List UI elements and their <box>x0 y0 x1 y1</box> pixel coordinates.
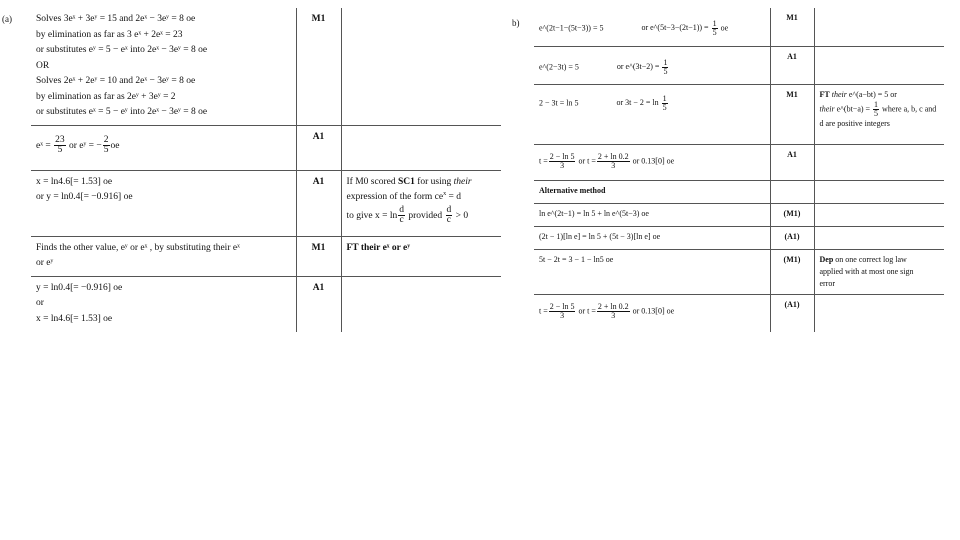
guidance-line: their e^(bt−a) = $\frac{1}{5}$ where a, b, c and <box>819 99 937 118</box>
table-row <box>534 84 944 144</box>
solution-cell <box>31 8 296 125</box>
solution-line: x = ln4.6[= 1.53] oe <box>36 313 113 324</box>
solution-expression: eˣ = $\frac{23}{5}$ or eʸ = − $\frac{2}{5}$ oe <box>36 134 120 155</box>
solution-line: (2t − 1)[ln e] = ln 5 + (5t − 3)[ln e] oe <box>539 231 661 241</box>
guidance-cell <box>341 276 501 332</box>
table-row <box>534 144 944 180</box>
mark-cell: A1 <box>296 125 341 170</box>
solution-line: or eʸ <box>36 258 54 268</box>
table-row <box>534 46 944 84</box>
part-b-mark-scheme-table <box>534 8 944 332</box>
solution-line: y = ln0.4[= −0.916] oe <box>36 282 123 293</box>
table-row <box>534 203 944 226</box>
solution-cell <box>534 294 770 332</box>
table-row <box>31 236 501 276</box>
solution-cell <box>534 203 770 226</box>
guidance-cell <box>814 294 944 332</box>
solution-line: by elimination as far as 2eʸ + 3eʸ = 2 <box>36 91 176 102</box>
guidance-line: expression of the form $ce^x = d$ <box>346 190 461 202</box>
guidance-line: If M0 scored SC1 for using their <box>346 176 472 187</box>
solution-line: e^(2t−1−(5t−3)) = 5 or e^(5t−3−(2t−1)) = $\frac{1}{5}$ oe <box>539 19 729 37</box>
table-row <box>534 294 944 332</box>
table-row <box>31 170 501 236</box>
solution-cell <box>534 84 770 144</box>
solution-line: OR <box>36 60 50 71</box>
solution-cell <box>534 226 770 249</box>
table-row <box>31 8 501 125</box>
guidance-line: applied with at most one sign <box>819 266 914 276</box>
guidance-cell <box>341 8 501 125</box>
solution-line: by elimination as far as 3 eˣ + 2eˣ = 23 <box>36 29 183 40</box>
mark-cell: (M1) <box>770 249 814 294</box>
solution-line: t = $\frac{2 - \ln 5}{3}$ or t = $\frac{2 + \ln 0.2}{3}$ or 0.13[0] oe <box>539 301 675 320</box>
guidance-cell <box>814 226 944 249</box>
solution-cell <box>31 236 296 276</box>
table-row <box>31 276 501 332</box>
solution-cell <box>534 249 770 294</box>
mark-cell: (A1) <box>770 226 814 249</box>
guidance-cell <box>341 125 501 170</box>
guidance-cell <box>814 180 944 203</box>
solution-line: or substitutes eʸ = 5 − eˣ into 2eˣ − 3eʸ = 8 oe <box>36 45 208 55</box>
solution-cell <box>31 125 296 170</box>
solution-cell <box>31 276 296 332</box>
solution-line: e^(2−3t) = 5 or e^(3t−2) = $\frac{1}{5}$ <box>539 57 668 76</box>
guidance-cell <box>814 203 944 226</box>
guidance-cell <box>814 46 944 84</box>
table-row <box>31 125 501 170</box>
section-heading: Alternative method <box>534 180 770 203</box>
mark-cell: M1 <box>770 8 814 46</box>
mark-cell: (M1) <box>770 203 814 226</box>
solution-cell <box>534 46 770 84</box>
guidance-cell <box>814 144 944 180</box>
table-row <box>534 180 944 203</box>
solution-line: ln e^(2t−1) = ln 5 + ln e^(5t−3) oe <box>539 208 649 218</box>
mark-cell: A1 <box>770 46 814 84</box>
mark-cell: M1 <box>296 8 341 125</box>
solution-line: Solves 2eˣ + 2eʸ = 10 and 2eˣ − 3eʸ = 8 oe <box>36 76 196 86</box>
solution-line: 2 − 3t = ln 5 or 3t − 2 = ln $\frac{1}{5}$ <box>539 93 667 112</box>
guidance-cell: FT their eˣ or eʸ <box>341 236 501 276</box>
solution-line: Finds the other value, eʸ or eˣ , by substituting their eˣ <box>36 242 240 253</box>
mark-cell: A1 <box>296 276 341 332</box>
part-a-mark-scheme-table <box>31 8 501 332</box>
solution-cell <box>31 170 296 236</box>
solution-line: or y = ln0.4[= −0.916] oe <box>36 192 133 202</box>
guidance-cell <box>341 170 501 236</box>
solution-line: or substitutes eˣ = 5 − eʸ into 2eˣ − 3eʸ = 8 oe <box>36 107 208 117</box>
guidance-cell <box>814 84 944 144</box>
solution-cell <box>534 144 770 180</box>
solution-line: t = $\frac{2 - \ln 5}{3}$ or t = $\frac{2 + \ln 0.2}{3}$ or 0.13[0] oe <box>539 151 675 170</box>
solution-cell <box>534 8 770 46</box>
guidance-cell <box>814 8 944 46</box>
guidance-line: error <box>819 278 836 288</box>
guidance-line: FT their e^(a−bt) = 5 or <box>819 89 897 99</box>
solution-line: 5t − 2t = 3 − 1 − ln5 oe <box>539 254 614 264</box>
guidance-cell <box>814 249 944 294</box>
guidance-line: d are positive integers <box>819 118 890 128</box>
mark-cell: (A1) <box>770 294 814 332</box>
solution-line: Solves 3eˣ + 3eʸ = 15 and 2eˣ − 3eʸ = 8 oe <box>36 14 196 24</box>
part-b-label: b) <box>512 18 520 28</box>
mark-cell: M1 <box>296 236 341 276</box>
mark-cell: A1 <box>296 170 341 236</box>
table-row <box>534 226 944 249</box>
guidance-line: Dep on one correct log law <box>819 254 907 264</box>
solution-line: or <box>36 298 44 308</box>
mark-cell <box>770 180 814 203</box>
table-row <box>534 8 944 46</box>
mark-cell: M1 <box>770 84 814 144</box>
solution-line: x = ln4.6[= 1.53] oe <box>36 176 113 187</box>
table-row <box>534 249 944 294</box>
guidance-line: to give x = ln $\frac{d}{c}$ provided $\frac{d}{c}$ > 0 <box>346 204 469 225</box>
part-a-label: (a) <box>2 14 12 24</box>
mark-cell: A1 <box>770 144 814 180</box>
